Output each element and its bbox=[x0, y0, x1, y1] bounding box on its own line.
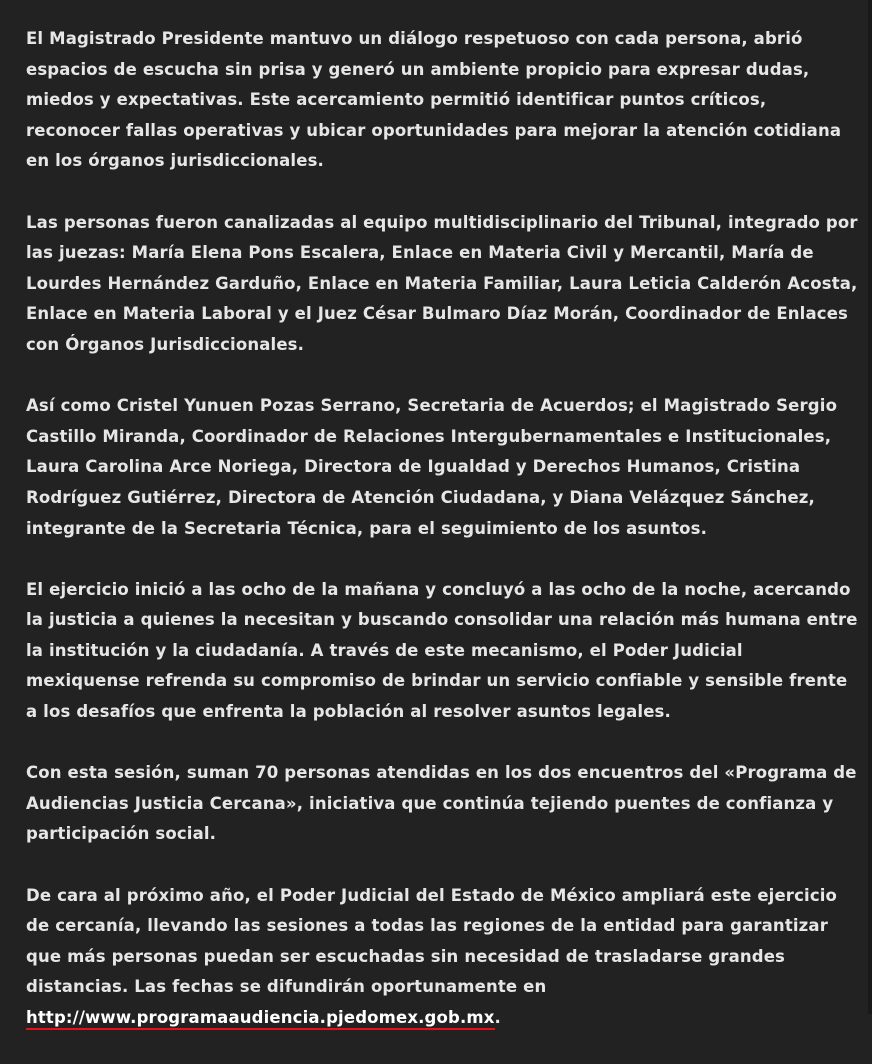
paragraph-dialogue: El Magistrado Presidente mantuvo un diálogo respetuoso con cada persona, abrió espacios de escucha sin prisa y generó un ambiente propicio para expresar dudas, miedos y expectativas. Este acercamiento permitió identificar puntos críticos, reconocer fallas operativas y ubicar oportunidades para mejorar la atención cotidiana en los órganos jurisdiccionales. bbox=[26, 29, 842, 171]
article-body bbox=[26, 24, 862, 1064]
page-edge bbox=[868, 0, 872, 1014]
program-website-link[interactable]: http://www.programaaudiencia.pjedomex.gob.mx bbox=[26, 1008, 495, 1030]
paragraph-attendance: Con esta sesión, suman 70 personas atendidas en los dos encuentros del «Programa de Audiencias Justicia Cercana», iniciativa que continúa tejiendo puentes de confianza y participación social. bbox=[26, 763, 857, 844]
paragraph-schedule: El ejercicio inició a las ocho de la mañana y concluyó a las ocho de la noche, acercando la justicia a quienes la necesitan y buscando consolidar una relación más humana entre la institución y la ciudadanía. A través de este mecanismo, el Poder Judicial mexiquense refrenda su compromiso de brindar un servicio confiable y sensible frente a los desafíos que enfrenta la población al resolver asuntos legales. bbox=[26, 579, 858, 722]
paragraph-team: Las personas fueron canalizadas al equipo multidisciplinario del Tribunal, integrado por las juezas: María Elena Pons Escalera, Enlace en Materia Civil y Mercantil, María de Lourdes Hernández Garduño, Enlace en Materia Familiar, Laura Leticia Calderón Acosta, Enlace en Materia Laboral y el Juez César Bulmaro Díaz Morán, Coordinador de Enlaces con Órganos Jurisdiccionales. bbox=[26, 212, 858, 354]
paragraph-end: . bbox=[494, 1008, 501, 1027]
paragraph-next-year bbox=[26, 881, 862, 1034]
next-year-text: De cara al próximo año, el Poder Judicial del Estado de México ampliará este ejercicio de cercanía, llevando las sesiones a todas las regiones de la entidad para garantizar que más personas puedan ser escuchadas sin necesidad de trasladarse grandes distancias. Las fechas se difundirán oportunamente en bbox=[26, 885, 838, 997]
paragraph-officials: Así como Cristel Yunuen Pozas Serrano, Secretaria de Acuerdos; el Magistrado Sergio Castillo Miranda, Coordinador de Relaciones Intergubernamentales e Institucionales, Laura Carolina Arce Noriega, Directora de Igualdad y Derechos Humanos, Cristina Rodríguez Gutiérrez, Directora de Atención Ciudadana, y Diana Velázquez Sánchez, integrante de la Secretaria Técnica, para el seguimiento de los asuntos. bbox=[26, 396, 838, 538]
